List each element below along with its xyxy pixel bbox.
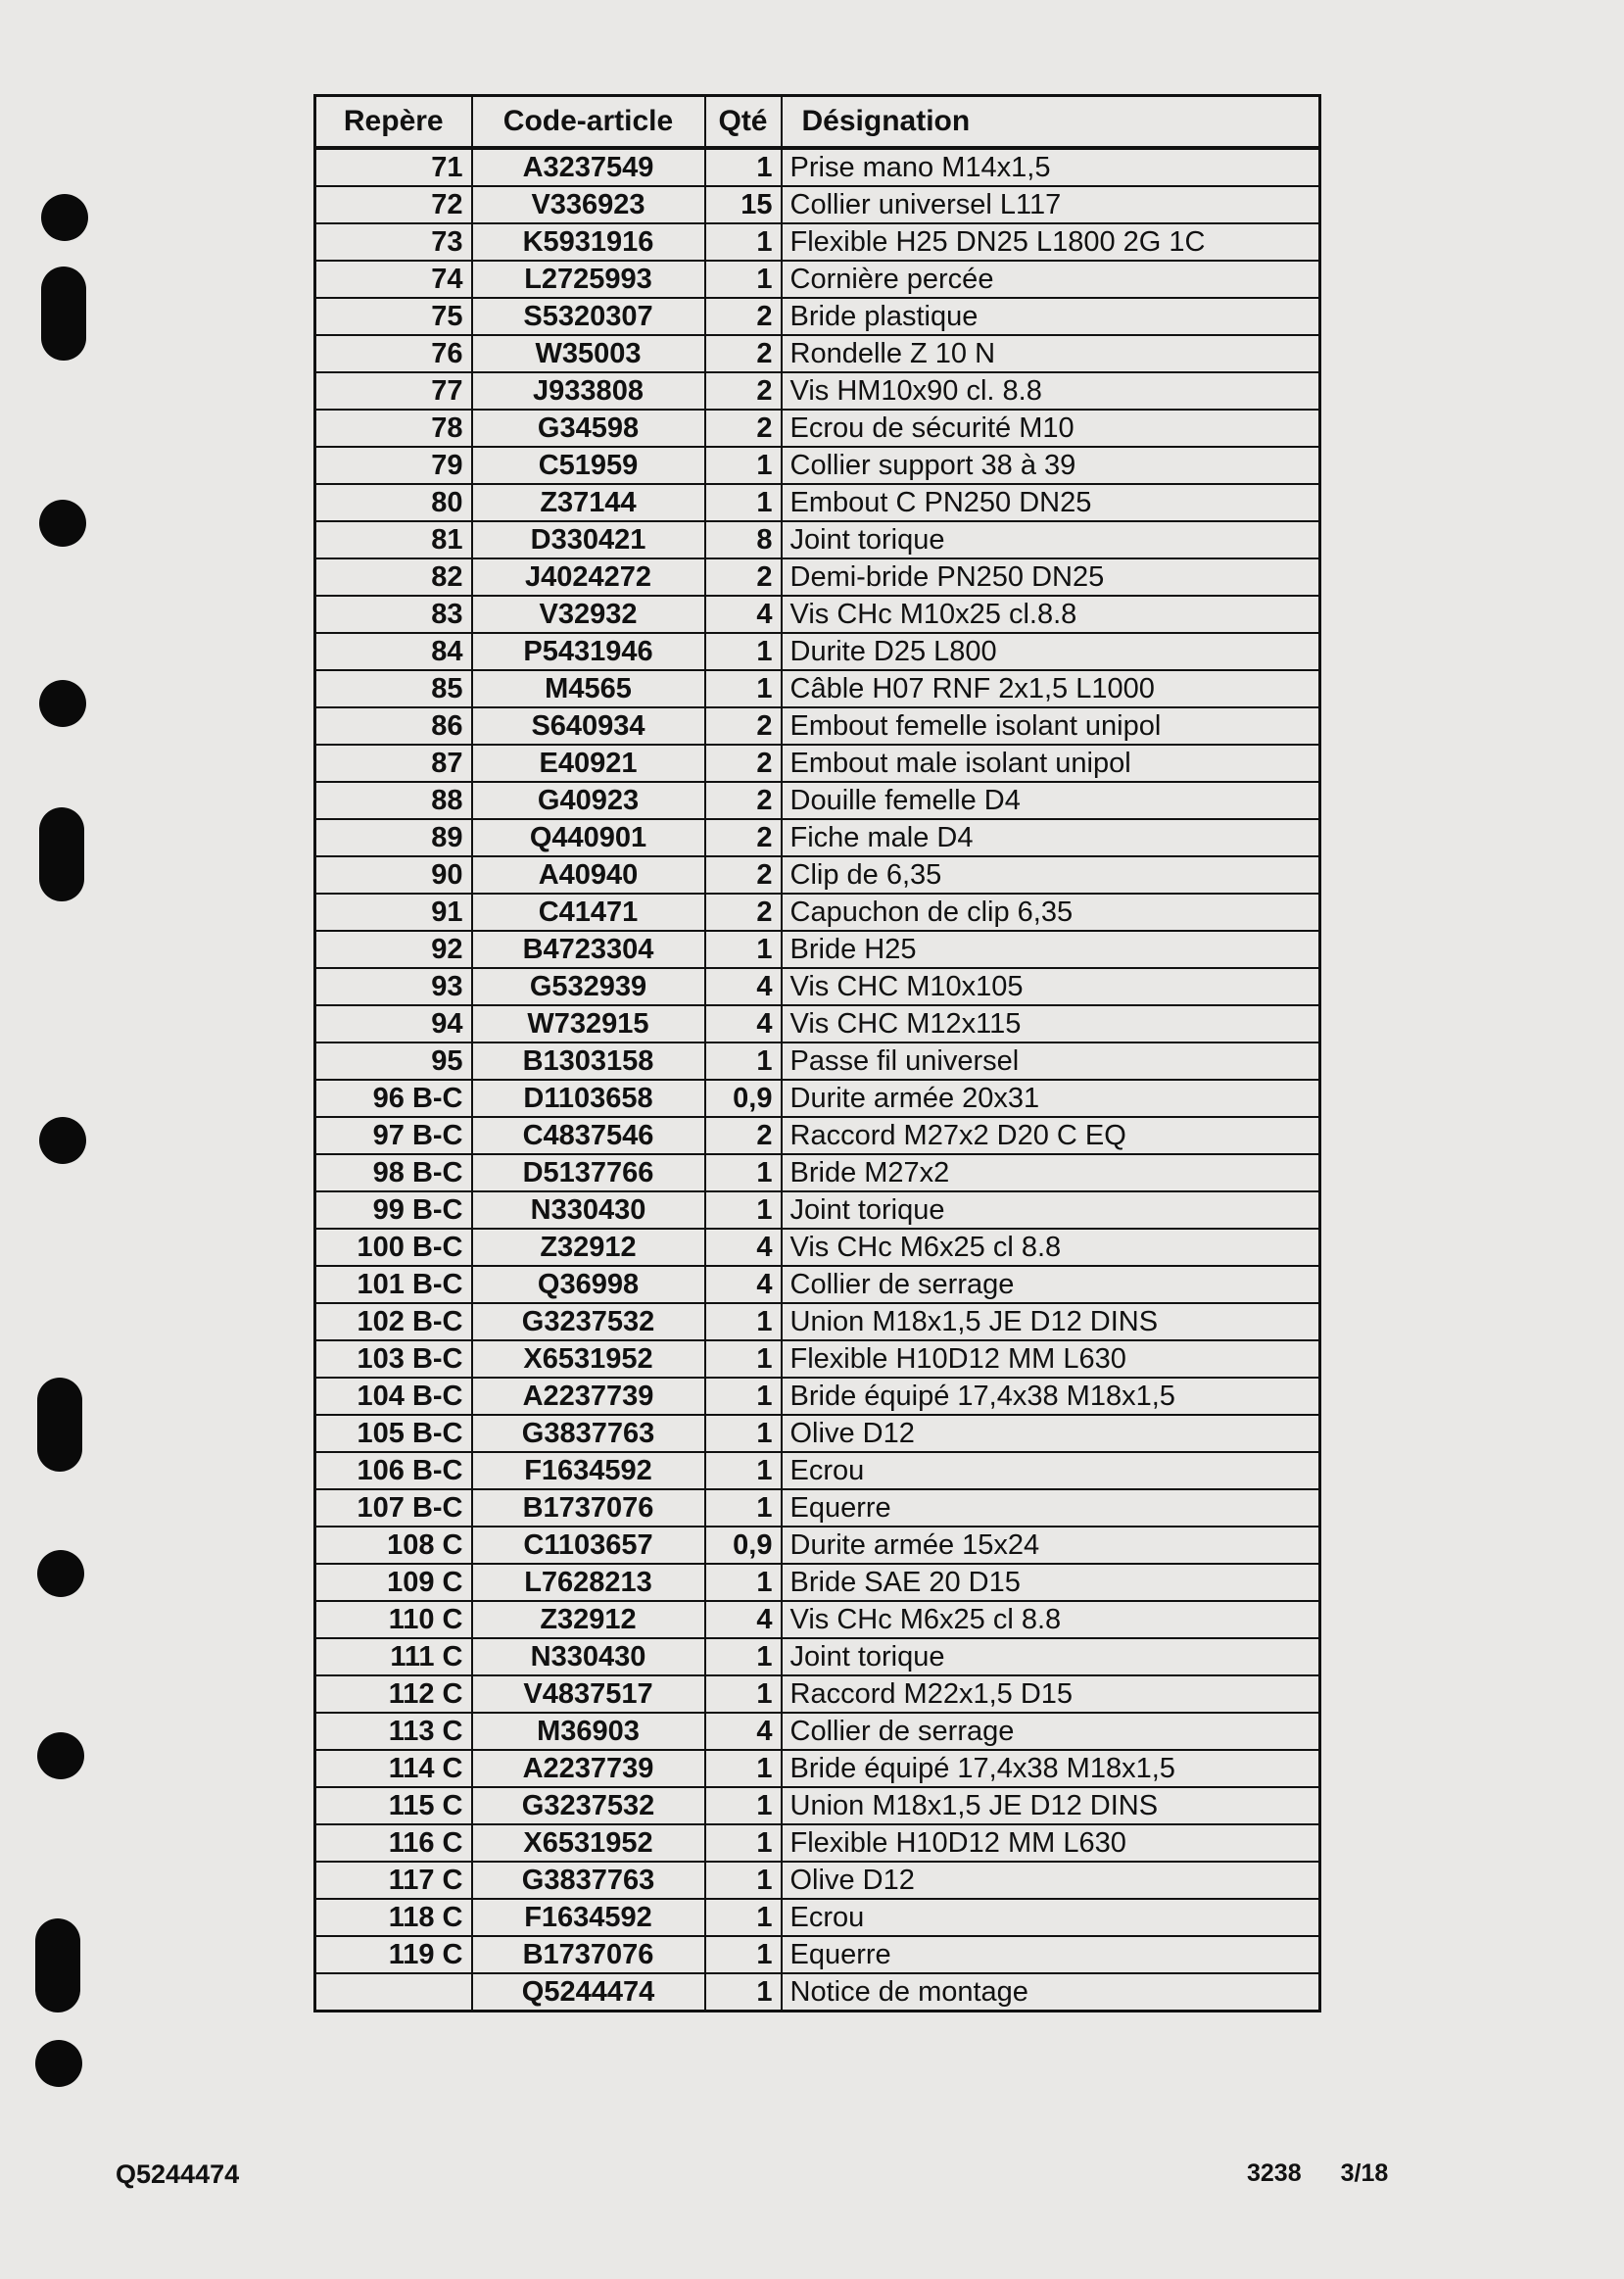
table-row [315,1266,1320,1303]
cell-repere: 87 [315,745,472,782]
cell-code-article: G3837763 [472,1862,705,1899]
cell-designation: Bride M27x2 [782,1154,1320,1191]
table-row [315,447,1320,484]
cell-qte: 1 [705,1303,782,1340]
binder-hole [39,1117,86,1164]
cell-qte: 0,9 [705,1080,782,1117]
cell-code-article: C51959 [472,447,705,484]
cell-repere: 116 C [315,1824,472,1862]
cell-designation: Collier de serrage [782,1713,1320,1750]
cell-code-article: N330430 [472,1191,705,1229]
cell-designation: Vis CHc M6x25 cl 8.8 [782,1229,1320,1266]
cell-designation: Joint torique [782,1638,1320,1675]
cell-qte: 2 [705,819,782,856]
cell-designation: Embout male isolant unipol [782,745,1320,782]
cell-repere: 108 C [315,1527,472,1564]
cell-code-article: W35003 [472,335,705,372]
cell-code-article: X6531952 [472,1824,705,1862]
cell-repere [315,1973,472,2012]
cell-code-article: N330430 [472,1638,705,1675]
cell-qte: 1 [705,1750,782,1787]
binder-hole [39,500,86,547]
cell-designation: Raccord M27x2 D20 C EQ [782,1117,1320,1154]
cell-repere: 82 [315,558,472,596]
page-reference [1247,2159,1388,2188]
column-header-qte: Qté [705,96,782,149]
table-row [315,1899,1320,1936]
column-header-designation: Désignation [782,96,1320,149]
cell-qte: 15 [705,186,782,223]
cell-designation: Notice de montage [782,1973,1320,2012]
cell-qte: 8 [705,521,782,558]
cell-qte: 2 [705,894,782,931]
cell-qte: 1 [705,148,782,186]
cell-code-article: G3237532 [472,1787,705,1824]
cell-repere: 103 B-C [315,1340,472,1378]
cell-designation: Fiche male D4 [782,819,1320,856]
cell-repere: 111 C [315,1638,472,1675]
cell-code-article: Z37144 [472,484,705,521]
table-row [315,335,1320,372]
cell-repere: 119 C [315,1936,472,1973]
cell-code-article: D5137766 [472,1154,705,1191]
table-row [315,410,1320,447]
cell-designation: Bride SAE 20 D15 [782,1564,1320,1601]
cell-code-article: C4837546 [472,1117,705,1154]
cell-code-article: A3237549 [472,148,705,186]
cell-designation: Vis CHc M10x25 cl.8.8 [782,596,1320,633]
cell-code-article: J933808 [472,372,705,410]
table-header-row [315,96,1320,149]
cell-repere: 96 B-C [315,1080,472,1117]
cell-qte: 4 [705,596,782,633]
cell-qte: 4 [705,968,782,1005]
cell-designation: Cornière percée [782,261,1320,298]
ref-number: 3238 [1247,2159,1302,2187]
cell-designation: Olive D12 [782,1415,1320,1452]
table-row [315,1601,1320,1638]
binder-hole [37,1732,84,1779]
table-row [315,298,1320,335]
cell-designation: Câble H07 RNF 2x1,5 L1000 [782,670,1320,707]
cell-qte: 1 [705,1043,782,1080]
cell-code-article: Q5244474 [472,1973,705,2012]
cell-designation: Durite armée 15x24 [782,1527,1320,1564]
cell-designation: Vis HM10x90 cl. 8.8 [782,372,1320,410]
cell-code-article: G3837763 [472,1415,705,1452]
cell-qte: 2 [705,335,782,372]
cell-designation: Ecrou [782,1899,1320,1936]
cell-designation: Embout femelle isolant unipol [782,707,1320,745]
binder-hole [35,2040,82,2087]
cell-repere: 84 [315,633,472,670]
cell-code-article: W732915 [472,1005,705,1043]
cell-qte: 2 [705,372,782,410]
cell-repere: 113 C [315,1713,472,1750]
cell-code-article: Z32912 [472,1601,705,1638]
cell-code-article: B1303158 [472,1043,705,1080]
cell-designation: Douille femelle D4 [782,782,1320,819]
cell-code-article: G532939 [472,968,705,1005]
cell-repere: 105 B-C [315,1415,472,1452]
cell-repere: 109 C [315,1564,472,1601]
cell-designation: Flexible H10D12 MM L630 [782,1824,1320,1862]
cell-qte: 1 [705,1787,782,1824]
cell-code-article: F1634592 [472,1899,705,1936]
cell-code-article: S5320307 [472,298,705,335]
cell-qte: 1 [705,1936,782,1973]
cell-code-article: D1103658 [472,1080,705,1117]
cell-qte: 2 [705,1117,782,1154]
cell-designation: Equerre [782,1936,1320,1973]
cell-designation: Collier de serrage [782,1266,1320,1303]
cell-designation: Ecrou de sécurité M10 [782,410,1320,447]
cell-repere: 77 [315,372,472,410]
table-row [315,1638,1320,1675]
cell-qte: 1 [705,447,782,484]
binder-hole [39,680,86,727]
cell-designation: Collier support 38 à 39 [782,447,1320,484]
cell-code-article: C1103657 [472,1527,705,1564]
table-row [315,186,1320,223]
cell-qte: 1 [705,1899,782,1936]
cell-designation: Clip de 6,35 [782,856,1320,894]
cell-code-article: C41471 [472,894,705,931]
cell-repere: 106 B-C [315,1452,472,1489]
binder-hole [41,194,88,241]
binder-hole [41,267,86,361]
table-row [315,1862,1320,1899]
cell-qte: 4 [705,1601,782,1638]
cell-repere: 102 B-C [315,1303,472,1340]
table-row [315,968,1320,1005]
table-row [315,1452,1320,1489]
cell-repere: 98 B-C [315,1154,472,1191]
cell-designation: Vis CHC M12x115 [782,1005,1320,1043]
cell-code-article: J4024272 [472,558,705,596]
column-header-repere: Repère [315,96,472,149]
table-row [315,148,1320,186]
cell-code-article: Z32912 [472,1229,705,1266]
cell-designation: Raccord M22x1,5 D15 [782,1675,1320,1713]
cell-repere: 83 [315,596,472,633]
cell-repere: 79 [315,447,472,484]
table-row [315,596,1320,633]
cell-repere: 78 [315,410,472,447]
table-row [315,1787,1320,1824]
cell-repere: 86 [315,707,472,745]
cell-qte: 2 [705,298,782,335]
table-row [315,670,1320,707]
cell-qte: 1 [705,223,782,261]
cell-code-article: Q36998 [472,1266,705,1303]
cell-code-article: G40923 [472,782,705,819]
cell-repere: 88 [315,782,472,819]
cell-repere: 101 B-C [315,1266,472,1303]
table-row [315,1713,1320,1750]
cell-repere: 97 B-C [315,1117,472,1154]
cell-designation: Joint torique [782,1191,1320,1229]
cell-repere: 76 [315,335,472,372]
cell-designation: Flexible H10D12 MM L630 [782,1340,1320,1378]
cell-qte: 2 [705,856,782,894]
cell-qte: 4 [705,1005,782,1043]
cell-code-article: M36903 [472,1713,705,1750]
cell-qte: 1 [705,484,782,521]
cell-qte: 1 [705,1415,782,1452]
table-row [315,1973,1320,2012]
table-row [315,1117,1320,1154]
cell-repere: 72 [315,186,472,223]
cell-qte: 1 [705,1378,782,1415]
cell-qte: 2 [705,745,782,782]
cell-repere: 94 [315,1005,472,1043]
table-row [315,633,1320,670]
table-row [315,1005,1320,1043]
cell-designation: Durite armée 20x31 [782,1080,1320,1117]
cell-qte: 2 [705,558,782,596]
table-row [315,1191,1320,1229]
cell-repere: 114 C [315,1750,472,1787]
cell-designation: Bride équipé 17,4x38 M18x1,5 [782,1378,1320,1415]
cell-repere: 118 C [315,1899,472,1936]
table-row [315,745,1320,782]
table-row [315,558,1320,596]
cell-repere: 99 B-C [315,1191,472,1229]
cell-designation: Rondelle Z 10 N [782,335,1320,372]
cell-qte: 1 [705,1154,782,1191]
cell-designation: Vis CHc M6x25 cl 8.8 [782,1601,1320,1638]
table-row [315,1378,1320,1415]
cell-repere: 90 [315,856,472,894]
cell-qte: 1 [705,1862,782,1899]
table-row [315,931,1320,968]
table-row [315,1043,1320,1080]
cell-qte: 4 [705,1713,782,1750]
cell-designation: Union M18x1,5 JE D12 DINS [782,1787,1320,1824]
table-row [315,1415,1320,1452]
column-header-code-article: Code-article [472,96,705,149]
cell-repere: 110 C [315,1601,472,1638]
table-row [315,261,1320,298]
table-row [315,1750,1320,1787]
table-row [315,1489,1320,1527]
cell-repere: 73 [315,223,472,261]
binder-hole [35,1918,80,2012]
table-row [315,1340,1320,1378]
table-row [315,1154,1320,1191]
cell-code-article: A40940 [472,856,705,894]
cell-code-article: L2725993 [472,261,705,298]
cell-repere: 100 B-C [315,1229,472,1266]
cell-code-article: A2237739 [472,1750,705,1787]
cell-designation: Embout C PN250 DN25 [782,484,1320,521]
cell-repere: 91 [315,894,472,931]
cell-repere: 74 [315,261,472,298]
table-row [315,1303,1320,1340]
table-row [315,1675,1320,1713]
table-row [315,1936,1320,1973]
cell-code-article: B4723304 [472,931,705,968]
cell-qte: 1 [705,1191,782,1229]
cell-qte: 1 [705,1564,782,1601]
table-row [315,1080,1320,1117]
cell-qte: 1 [705,1638,782,1675]
cell-designation: Bride plastique [782,298,1320,335]
cell-designation: Vis CHC M10x105 [782,968,1320,1005]
cell-designation: Equerre [782,1489,1320,1527]
table-row [315,894,1320,931]
parts-table [313,94,1321,2012]
table-row [315,484,1320,521]
table-row [315,223,1320,261]
cell-code-article: A2237739 [472,1378,705,1415]
cell-designation: Collier universel L117 [782,186,1320,223]
cell-qte: 4 [705,1229,782,1266]
cell-code-article: P5431946 [472,633,705,670]
cell-repere: 104 B-C [315,1378,472,1415]
cell-designation: Prise mano M14x1,5 [782,148,1320,186]
cell-qte: 1 [705,1824,782,1862]
cell-qte: 1 [705,1973,782,2012]
cell-designation: Joint torique [782,521,1320,558]
cell-designation: Passe fil universel [782,1043,1320,1080]
cell-qte: 1 [705,931,782,968]
cell-repere: 117 C [315,1862,472,1899]
cell-code-article: B1737076 [472,1489,705,1527]
cell-repere: 89 [315,819,472,856]
cell-qte: 1 [705,633,782,670]
cell-code-article: G34598 [472,410,705,447]
binder-hole [37,1378,82,1472]
cell-code-article: V336923 [472,186,705,223]
page-number: 3/18 [1340,2159,1389,2187]
cell-code-article: K5931916 [472,223,705,261]
document-code: Q5244474 [116,2159,240,2189]
table-row [315,1564,1320,1601]
cell-code-article: M4565 [472,670,705,707]
cell-qte: 2 [705,410,782,447]
cell-designation: Capuchon de clip 6,35 [782,894,1320,931]
cell-repere: 71 [315,148,472,186]
binder-hole [37,1550,84,1597]
cell-qte: 4 [705,1266,782,1303]
cell-qte: 1 [705,261,782,298]
cell-code-article: V32932 [472,596,705,633]
cell-code-article: F1634592 [472,1452,705,1489]
binder-hole [39,807,84,901]
cell-code-article: E40921 [472,745,705,782]
cell-designation: Durite D25 L800 [782,633,1320,670]
table-row [315,1527,1320,1564]
cell-designation: Demi-bride PN250 DN25 [782,558,1320,596]
cell-repere: 80 [315,484,472,521]
cell-repere: 81 [315,521,472,558]
cell-designation: Flexible H25 DN25 L1800 2G 1C [782,223,1320,261]
cell-designation: Ecrou [782,1452,1320,1489]
cell-code-article: Q440901 [472,819,705,856]
cell-repere: 75 [315,298,472,335]
parts-table-body [315,148,1320,2012]
cell-code-article: X6531952 [472,1340,705,1378]
cell-code-article: V4837517 [472,1675,705,1713]
cell-designation: Bride H25 [782,931,1320,968]
cell-code-article: D330421 [472,521,705,558]
cell-code-article: G3237532 [472,1303,705,1340]
cell-designation: Bride équipé 17,4x38 M18x1,5 [782,1750,1320,1787]
cell-qte: 0,9 [705,1527,782,1564]
cell-repere: 112 C [315,1675,472,1713]
cell-repere: 115 C [315,1787,472,1824]
cell-repere: 95 [315,1043,472,1080]
cell-repere: 93 [315,968,472,1005]
cell-code-article: L7628213 [472,1564,705,1601]
cell-qte: 1 [705,670,782,707]
cell-code-article: S640934 [472,707,705,745]
cell-repere: 107 B-C [315,1489,472,1527]
table-row [315,1229,1320,1266]
cell-repere: 85 [315,670,472,707]
cell-qte: 1 [705,1489,782,1527]
cell-qte: 2 [705,707,782,745]
cell-code-article: B1737076 [472,1936,705,1973]
cell-qte: 2 [705,782,782,819]
table-row [315,372,1320,410]
table-row [315,782,1320,819]
cell-designation: Olive D12 [782,1862,1320,1899]
cell-qte: 1 [705,1340,782,1378]
table-row [315,819,1320,856]
cell-qte: 1 [705,1675,782,1713]
cell-designation: Union M18x1,5 JE D12 DINS [782,1303,1320,1340]
table-row [315,1824,1320,1862]
cell-repere: 92 [315,931,472,968]
table-row [315,521,1320,558]
table-row [315,707,1320,745]
table-row [315,856,1320,894]
cell-qte: 1 [705,1452,782,1489]
